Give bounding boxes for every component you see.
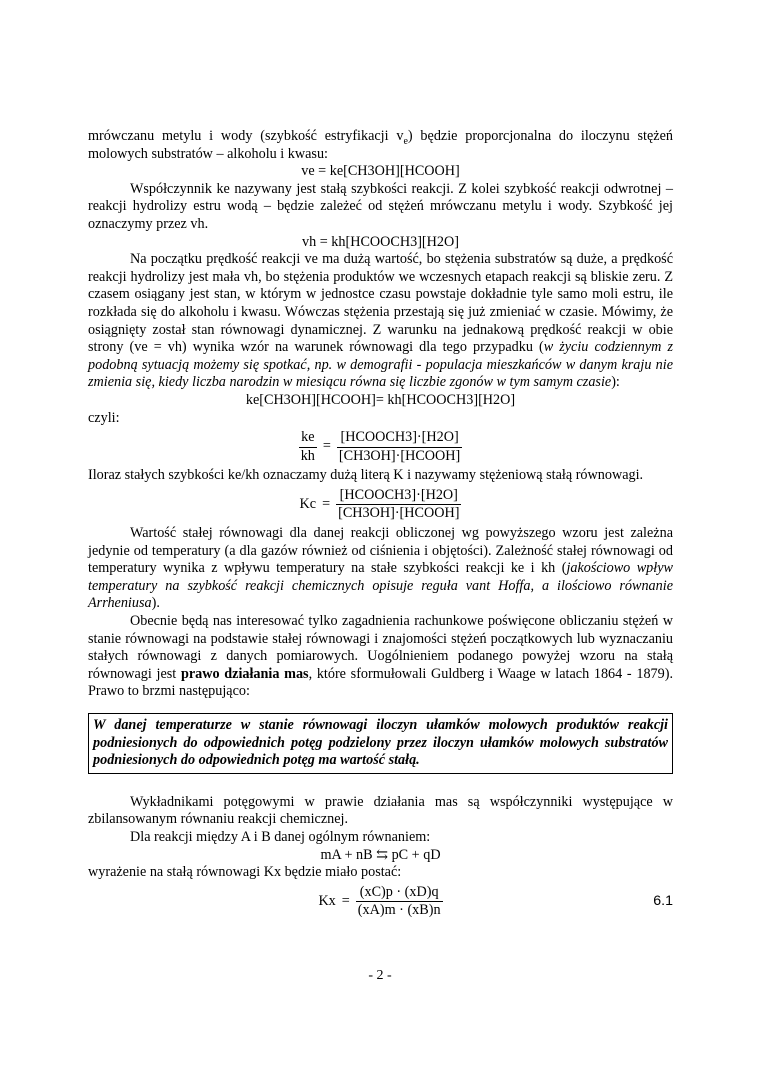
paragraph-8: Dla reakcji między A i B danej ogólnym równaniem: — [130, 828, 431, 845]
equation-ve: ve = ke[CH3OH][HCOOH] — [301, 163, 460, 180]
paragraph-9: wyrażenie na stałą równowagi Kx będzie miało postać: — [88, 864, 402, 881]
law-of-mass-action-box: W danej temperaturze w stanie równowagi iloczyn ułamków molowych produktów reakcji podniesionych do odpowiednich potęg podzielony przez iloczyn ułamków molowych substratów podniesionych do odpowiednich potęg ma wartość stałą. — [88, 713, 673, 774]
equation-vh: vh = kh[HCOOCH3][H2O] — [302, 233, 459, 250]
paragraph-2: Współczynnik ke nazywany jest stałą szybkości reakcji. Z kolei szybkość reakcji odwrotnej – reakcji hydrolizy estru wodą – będzie zależeć od stężeń mrówczanu metylu i wody. Szybkość jej oznaczymy przez vh. — [88, 180, 673, 232]
paragraph-3: Na początku prędkość reakcji ve ma dużą wartość, bo stężenia substratów są duże, a prędkość reakcji hydrolizy jest mała vh, bo stężenia produktów we wczesnych etapach reakcji są bliskie zeru. Z czasem osiągany jest stan, w którym w jednostce czasu powstaje dokładnie tyle samo moli estru, ile rozkłada się do alkoholu i kwasu. Wówczas stężenia przestają się już zmieniać w czasie. Mówimy, że osiągnięty został stan równowagi dynamicznej. Z warunku na jednakową prędkość reakcji w obie strony (ve = vh) wynika wzór na warunek równowagi dla tego przypadku (w życiu codziennym z podobną sytuacją możemy się spotkać, np. w demografii - populacja mieszkańców w danym kraju nie zmienia się, kiedy liczba narodzin w miesiącu równa się liczbie zgonów w tym samym czasie): — [88, 251, 673, 391]
paragraph-1: mrówczanu metylu i wody (szybkość estryfikacji $v_e$) będzie proporcjonalna do iloczynu stężeń molowych substratów – alkoholu i kwasu: — [88, 128, 673, 162]
page-number: - 2 - — [368, 968, 392, 983]
paragraph-4: Iloraz stałych szybkości ke/kh oznaczamy dużą literą K i nazywamy stężeniową stałą równowagi. — [88, 467, 644, 484]
equation-number: 6.1 — [653, 893, 673, 910]
paragraph-5: Wartość stałej równowagi dla danej reakcji obliczonej wg powyższego wzoru jest zależna jedynie od temperatury (a dla gazów również od ciśnienia i objętości). Zależność stałej równowagi od temperatury wynika z wpływu temperatury na stałe szybkości reakcji ke i kh (jakościowo wpływ temperatury na szybkość reakcji chemicznych opisuje reguła vant Hoffa, a ilościowo równanie Arrheniusa). — [88, 525, 673, 612]
equation-ratio: $\frac{ke}{kh}$ = $\frac{\text{[HCOOCH3]·[H2O]}}{\text{[CH3OH]·[HCOOH]}}$ — [300, 429, 461, 464]
equation-kc: Kc = $\frac{\text{[HCOOCH3]·[H2O]}}{\text{[CH3OH]·[HCOOH]}}$ — [299, 486, 460, 522]
concentration-fraction: $\frac{\text{[HCOOCH3]·[H2O]}}{\text{[CH3OH]·[HCOOH]}}$ — [338, 429, 461, 464]
equation-balance: ke[CH3OH][HCOOH]= kh[HCOOCH3][H2O] — [245, 391, 516, 408]
paragraph-6: Obecnie będą nas interesować tylko zagadnienia rachunkowe poświęcone obliczaniu stężeń w stanie równowagi na podstawie stałej równowagi i znajomości stężeń początkowych lub wyznaczaniu stałych równowagi z danych pomiarowych. Uogólnieniem podanego powyżej wzoru na stałą równowagi jest prawo działania mas, które sformułowali Guldberg i Waage w latach 1864 - 1879). Prawo to brzmi następująco: — [88, 613, 673, 700]
equation-reaction: mA + nB ⇆ pC + qD — [320, 846, 441, 863]
czyli-label: czyli: — [88, 409, 120, 426]
equation-kx: Kx = $\frac{(xC)p \cdot (xD)q}{(xA)m \cdot (xB)n}$ 6.1 — [318, 883, 673, 919]
paragraph-7: Wykładnikami potęgowymi w prawie działania mas są współczynniki występujące w zbilansowanym równaniu reakcji chemicznej. — [88, 793, 673, 828]
kx-fraction: $\frac{(xC)p \cdot (xD)q}{(xA)m \cdot (xB)n}$ — [357, 883, 441, 919]
rate-ratio-fraction: $\frac{ke}{kh}$ — [300, 429, 315, 464]
document-body — [88, 128, 673, 922]
kc-fraction: $\frac{\text{[HCOOCH3]·[H2O]}}{\text{[CH3OH]·[HCOOH]}}$ — [338, 486, 460, 522]
